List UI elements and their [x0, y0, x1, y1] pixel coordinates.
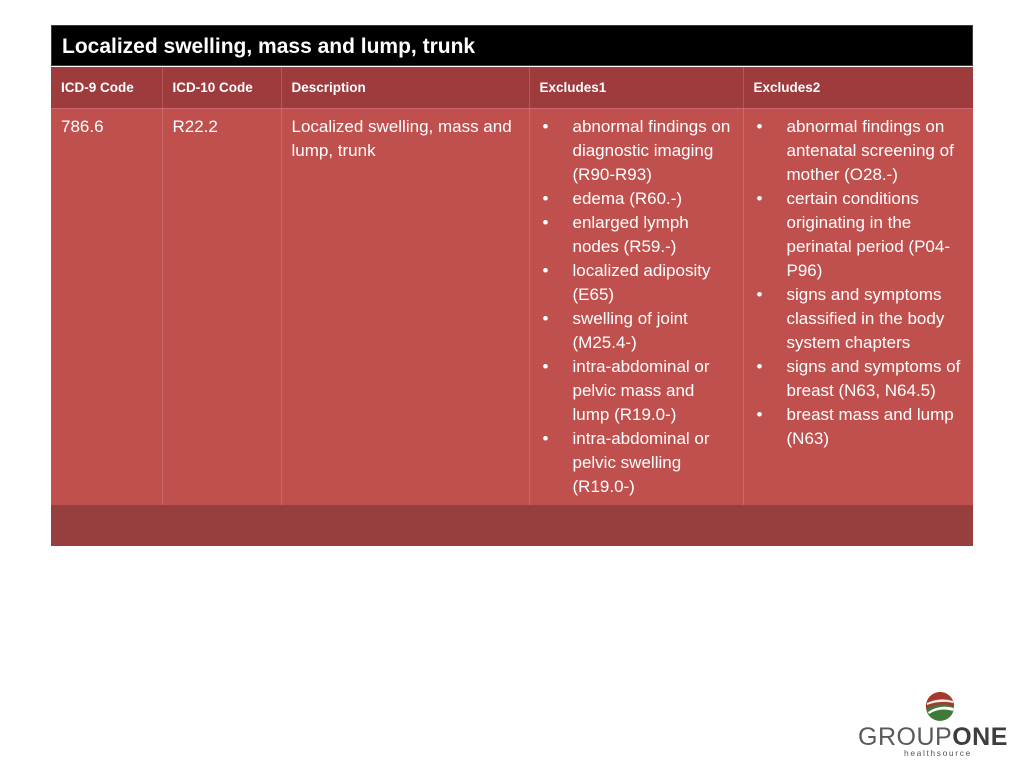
header-excludes2: Excludes2	[743, 67, 973, 109]
header-icd10: ICD-10 Code	[162, 67, 281, 109]
cell-excludes1	[529, 109, 743, 506]
excludes1-item: • intra-abdominal or pelvic swelling (R19.0-)	[540, 427, 733, 499]
excludes2-item: • breast mass and lump (N63)	[754, 403, 964, 451]
cell-excludes2	[743, 109, 973, 506]
empty-cell	[51, 505, 973, 546]
header-icd9: ICD-9 Code	[51, 67, 162, 109]
excludes1-item: • localized adiposity (E65)	[540, 259, 733, 307]
table-empty-row	[51, 505, 973, 546]
logo-word-group: GROUP	[858, 723, 953, 751]
globe-swoosh-icon	[925, 692, 955, 722]
header-excludes1: Excludes1	[529, 67, 743, 109]
excludes2-item: • abnormal findings on antenatal screening of mother (O28.-)	[754, 115, 964, 187]
cell-description: Localized swelling, mass and lump, trunk	[281, 109, 529, 506]
logo-tagline: healthsource	[904, 748, 972, 758]
excludes1-list	[540, 115, 733, 499]
excludes1-item: • intra-abdominal or pelvic mass and lump (R19.0-)	[540, 355, 733, 427]
cell-icd10: R22.2	[162, 109, 281, 506]
cell-icd9: 786.6	[51, 109, 162, 506]
logo-wordmark	[858, 724, 1016, 750]
excludes2-item: • signs and symptoms of breast (N63, N64.5)	[754, 355, 964, 403]
table-header-row	[51, 67, 973, 109]
excludes1-item: • swelling of joint (M25.4-)	[540, 307, 733, 355]
excludes1-item: • enlarged lymph nodes (R59.-)	[540, 211, 733, 259]
excludes2-item: • certain conditions originating in the perinatal period (P04-P96)	[754, 187, 964, 283]
icd-code-table	[51, 67, 973, 546]
excludes2-list	[754, 115, 964, 451]
excludes1-item: • edema (R60.-)	[540, 187, 733, 211]
excludes1-item: • abnormal findings on diagnostic imaging (R90-R93)	[540, 115, 733, 187]
slide-title: Localized swelling, mass and lump, trunk	[51, 25, 973, 66]
table-row	[51, 109, 973, 506]
logo-word-one: ONE	[952, 723, 1008, 751]
groupone-logo	[858, 692, 1016, 758]
header-description: Description	[281, 67, 529, 109]
excludes2-item: • signs and symptoms classified in the body system chapters	[754, 283, 964, 355]
